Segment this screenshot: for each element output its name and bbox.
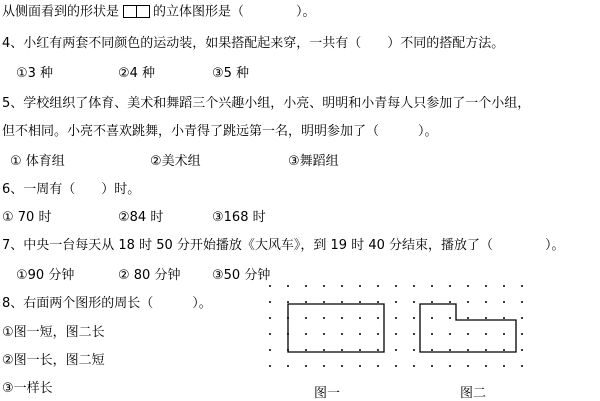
grid-dot — [431, 285, 433, 287]
figure-1-caption: 图一 — [314, 386, 341, 401]
grid-dot — [485, 349, 487, 351]
grid-dot — [467, 365, 469, 367]
figure-2-caption: 图二 — [460, 386, 487, 401]
grid-dot — [449, 317, 451, 319]
grid-dot — [431, 349, 433, 351]
q5-option-2: ②美术组 — [150, 154, 201, 169]
grid-dot — [341, 301, 343, 303]
grid-dot — [305, 285, 307, 287]
q7-option-3: ③50 分钟 — [212, 268, 271, 283]
grid-dot — [395, 349, 397, 351]
q5-option-3: ③舞蹈组 — [288, 154, 339, 169]
grid-dot — [269, 349, 271, 351]
grid-dot — [503, 349, 505, 351]
grid-dot — [485, 365, 487, 367]
grid-dot — [521, 285, 523, 287]
grid-dot — [521, 301, 523, 303]
q6-option-1: ① 70 时 — [2, 210, 52, 225]
grid-dot — [341, 333, 343, 335]
grid-dot — [305, 317, 307, 319]
grid-dot — [269, 301, 271, 303]
grid-dot — [503, 301, 505, 303]
grid-dot — [431, 317, 433, 319]
q4-option-1: ①3 种 — [16, 66, 54, 81]
grid-dot — [467, 317, 469, 319]
grid-dot — [305, 365, 307, 367]
grid-dot — [485, 285, 487, 287]
grid-dot — [503, 317, 505, 319]
grid-dot — [359, 349, 361, 351]
grid-dot — [269, 365, 271, 367]
grid-dot — [341, 317, 343, 319]
grid-dot — [305, 349, 307, 351]
grid-dot — [323, 333, 325, 335]
grid-dot — [485, 301, 487, 303]
grid-dot — [395, 301, 397, 303]
q5-option-1: ① 体育组 — [10, 154, 65, 169]
grid-dot — [269, 317, 271, 319]
grid-dot — [287, 285, 289, 287]
q7-stem: 7、中央一台每天从 18 时 50 分开始播放《大风车》，到 19 时 40 分结束，播放了（ ）。 — [2, 238, 565, 253]
grid-dot — [449, 285, 451, 287]
grid-dot — [503, 365, 505, 367]
grid-dot — [305, 333, 307, 335]
figure-2-shape — [420, 304, 516, 352]
grid-dot — [413, 349, 415, 351]
grid-dot — [431, 365, 433, 367]
grid-dot — [413, 285, 415, 287]
grid-dot — [467, 285, 469, 287]
grid-dot — [323, 285, 325, 287]
q8-option-3: ③一样长 — [2, 381, 53, 396]
grid-dot — [449, 349, 451, 351]
grid-dot — [449, 333, 451, 335]
grid-dot — [503, 285, 505, 287]
grid-dot — [449, 301, 451, 303]
grid-dot — [503, 333, 505, 335]
grid-dot — [485, 317, 487, 319]
grid-dot — [341, 349, 343, 351]
grid-dot — [377, 333, 379, 335]
grid-dot — [431, 333, 433, 335]
grid-dot — [485, 333, 487, 335]
grid-dot — [413, 333, 415, 335]
grid-dot — [395, 333, 397, 335]
grid-dot — [521, 333, 523, 335]
grid-dot — [341, 365, 343, 367]
grid-dot — [521, 365, 523, 367]
grid-dot — [467, 301, 469, 303]
grid-dot — [413, 317, 415, 319]
q7-option-2: ② 80 分钟 — [118, 268, 181, 283]
grid-dot — [377, 301, 379, 303]
figure-1-rectangle — [288, 304, 384, 352]
grid-dot — [269, 333, 271, 335]
q7-option-1: ①90 分钟 — [16, 268, 75, 283]
grid-dot — [395, 365, 397, 367]
grid-dot — [359, 285, 361, 287]
grid-dot — [467, 349, 469, 351]
q8-option-1: ①图一短，图二长 — [2, 325, 105, 340]
grid-dot — [413, 365, 415, 367]
grid-dot — [305, 301, 307, 303]
q8-option-2: ②图一长，图二短 — [2, 353, 105, 368]
grid-dot — [287, 365, 289, 367]
grid-dot — [323, 365, 325, 367]
grid-dot — [413, 301, 415, 303]
q6-option-2: ②84 时 — [118, 210, 164, 225]
grid-dot — [323, 349, 325, 351]
grid-dot — [269, 285, 271, 287]
q5-stem-line1: 5、学校组织了体育、美术和舞蹈三个兴趣小组，小亮、明明和小青每人只参加了一个小组， — [2, 96, 531, 111]
grid-dot — [395, 317, 397, 319]
grid-dot — [377, 349, 379, 351]
grid-dot — [377, 365, 379, 367]
grid-dot — [467, 333, 469, 335]
grid-dot — [449, 365, 451, 367]
grid-dot — [287, 301, 289, 303]
grid-dot — [359, 365, 361, 367]
grid-dot — [359, 333, 361, 335]
q6-option-3: ③168 时 — [212, 210, 266, 225]
grid-dot — [521, 317, 523, 319]
grid-dot — [431, 301, 433, 303]
q5-stem-line2: 但不相同。小亮不喜欢跳舞，小青得了跳远第一名，明明参加了（ ）。 — [2, 124, 438, 139]
grid-dot — [359, 301, 361, 303]
q4-option-3: ③5 种 — [212, 66, 250, 81]
q8-stem: 8、右面两个图形的周长（ ）。 — [2, 296, 212, 311]
dot-grid — [269, 285, 523, 367]
grid-dot — [521, 349, 523, 351]
grid-dot — [377, 317, 379, 319]
q6-stem: 6、一周有（ ）时。 — [2, 182, 141, 197]
grid-dot — [359, 317, 361, 319]
q3-prefix: 从侧面看到的形状是 — [2, 4, 120, 20]
q4-stem: 4、小红有两套不同颜色的运动装，如果搭配起来穿，一共有（ ）不同的搭配方法。 — [2, 36, 505, 51]
grid-dot — [341, 285, 343, 287]
grid-dot — [377, 285, 379, 287]
q4-option-2: ②4 种 — [118, 66, 156, 81]
q3-suffix: 的立体图形是（ ）。 — [153, 4, 316, 20]
grid-dot — [395, 285, 397, 287]
grid-dot — [323, 317, 325, 319]
grid-dot — [323, 301, 325, 303]
